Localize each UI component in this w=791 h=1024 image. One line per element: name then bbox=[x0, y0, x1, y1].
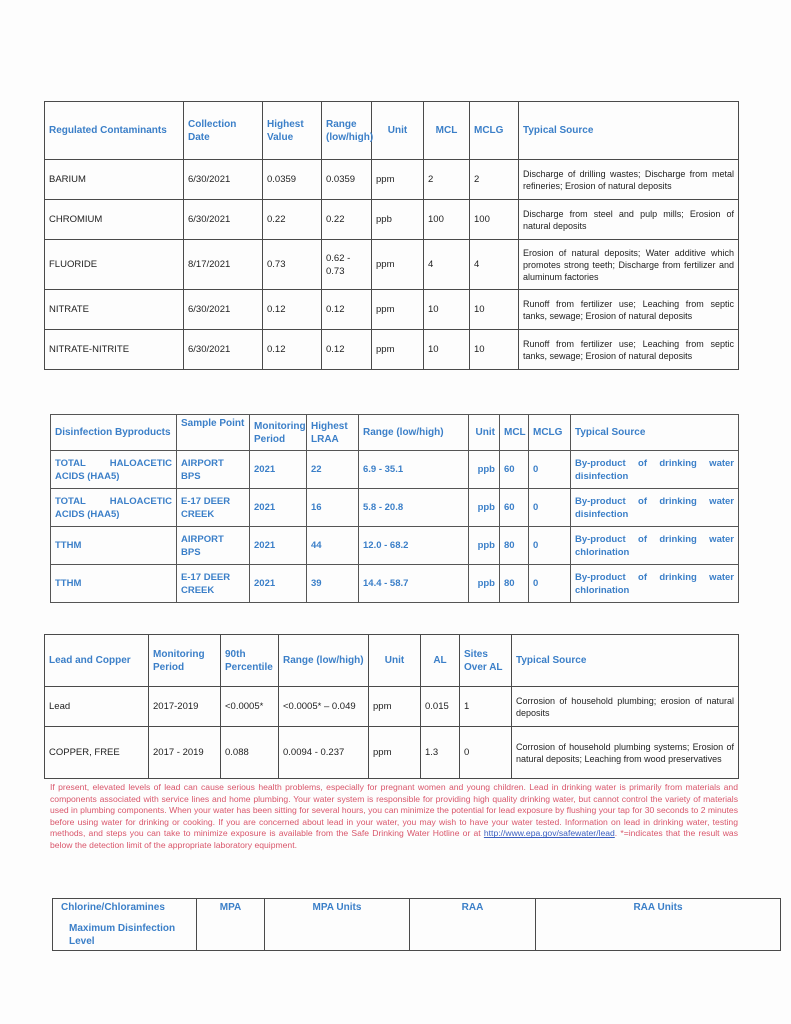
cell: Erosion of natural deposits; Water additive which promotes strong teeth; Discharge from fertilizer and aluminum factories bbox=[519, 240, 739, 290]
cell: 0 bbox=[529, 451, 571, 489]
cell: <0.0005* bbox=[221, 687, 279, 727]
col-header: MPA bbox=[197, 899, 265, 951]
cell: TTHM bbox=[51, 565, 177, 603]
cell: <0.0005* – 0.049 bbox=[279, 687, 369, 727]
table-header-row bbox=[45, 102, 739, 160]
cell: 0.0359 bbox=[322, 160, 372, 200]
table-row bbox=[45, 160, 739, 200]
cell: 80 bbox=[500, 527, 529, 565]
cell: E-17 DEER CREEK bbox=[177, 565, 250, 603]
cell: 12.0 - 68.2 bbox=[359, 527, 469, 565]
cell: ppm bbox=[369, 727, 421, 779]
cell: By-product of drinking water chlorination bbox=[571, 527, 739, 565]
cell: Lead bbox=[45, 687, 149, 727]
cell: 0.015 bbox=[421, 687, 460, 727]
cell: 10 bbox=[470, 290, 519, 330]
cell: ppm bbox=[372, 160, 424, 200]
cell: 4 bbox=[424, 240, 470, 290]
cell: 14.4 - 58.7 bbox=[359, 565, 469, 603]
table-row bbox=[45, 290, 739, 330]
cell: ppm bbox=[369, 687, 421, 727]
col-header: Highest LRAA bbox=[307, 415, 359, 451]
cell: 0 bbox=[529, 565, 571, 603]
cell: COPPER, FREE bbox=[45, 727, 149, 779]
col-header: MCLG bbox=[470, 102, 519, 160]
cell: Discharge from steel and pulp mills; Erosion of natural deposits bbox=[519, 200, 739, 240]
col-header: Sample Point bbox=[177, 415, 250, 451]
cell: 2021 bbox=[250, 489, 307, 527]
col-header: Sites Over AL bbox=[460, 635, 512, 687]
cell: 0.62 - 0.73 bbox=[322, 240, 372, 290]
cell: 0 bbox=[529, 489, 571, 527]
cell: 0.73 bbox=[263, 240, 322, 290]
lead-copper-table bbox=[44, 634, 739, 779]
table-row bbox=[45, 240, 739, 290]
cell: Discharge of drilling wastes; Discharge from metal refineries; Erosion of natural deposits bbox=[519, 160, 739, 200]
col-header: AL bbox=[421, 635, 460, 687]
col-header: Range (low/high) bbox=[359, 415, 469, 451]
disinfection-byproducts-table bbox=[50, 414, 739, 603]
col-header: MPA Units bbox=[265, 899, 410, 951]
cell: 6/30/2021 bbox=[184, 290, 263, 330]
table-row bbox=[51, 565, 739, 603]
epa-lead-link[interactable]: http://www.epa.gov/safewater/lead bbox=[483, 828, 615, 839]
table-row bbox=[45, 727, 739, 779]
cell: AIRPORT BPS bbox=[177, 451, 250, 489]
cell: 6/30/2021 bbox=[184, 200, 263, 240]
col-header: 90th Percentile bbox=[221, 635, 279, 687]
cell: Corrosion of household plumbing; erosion of natural deposits bbox=[512, 687, 739, 727]
regulated-contaminants-table bbox=[44, 101, 739, 370]
col-header: MCL bbox=[424, 102, 470, 160]
cell: 2017 - 2019 bbox=[149, 727, 221, 779]
cell: 80 bbox=[500, 565, 529, 603]
cell: By-product of drinking water disinfection bbox=[571, 489, 739, 527]
cell: Corrosion of household plumbing systems; Erosion of natural deposits; Leaching from wood preservatives bbox=[512, 727, 739, 779]
cell: 1 bbox=[460, 687, 512, 727]
table-row bbox=[45, 200, 739, 240]
cell: 0.22 bbox=[322, 200, 372, 240]
cell: 5.8 - 20.8 bbox=[359, 489, 469, 527]
max-disinfection-level-label: Maximum Disinfection Level bbox=[69, 923, 176, 947]
cell: 100 bbox=[470, 200, 519, 240]
cell: NITRATE-NITRITE bbox=[45, 330, 184, 370]
table-row bbox=[45, 330, 739, 370]
cell: ppb bbox=[469, 565, 500, 603]
note-text: If present, elevated levels of lead can cause serious health problems, especially for pregnant women and young children. Lead in drinking water is primarily from materials and components associated with service lines and home plumbing. Your water system is responsible for providing high quality drinking water, but cannot control the variety of materials used in plumbing components. When your water has been sitting for several hours, you can minimize the potential for lead exposure by flushing your tap for 30 seconds to 2 minutes before using water for drinking or cooking. If you are concerned about lead in your water, you may wish to have your water tested. Information on lead in drinking water, testing methods, and steps you can take to minimize exposure is available from the Safe Drinking Water Hotline or at bbox=[50, 782, 738, 839]
col-header: Disinfection Byproducts bbox=[51, 415, 177, 451]
cell: AIRPORT BPS bbox=[177, 527, 250, 565]
cell: 39 bbox=[307, 565, 359, 603]
col-header: Lead and Copper bbox=[45, 635, 149, 687]
cell: 0.0094 - 0.237 bbox=[279, 727, 369, 779]
col-header: Unit bbox=[372, 102, 424, 160]
col-header: MCLG bbox=[529, 415, 571, 451]
col-header: Range (low/high) bbox=[279, 635, 369, 687]
col-header: Unit bbox=[369, 635, 421, 687]
cell: 6/30/2021 bbox=[184, 330, 263, 370]
cell: 8/17/2021 bbox=[184, 240, 263, 290]
cell: 0.12 bbox=[263, 290, 322, 330]
cell: 2 bbox=[424, 160, 470, 200]
cell: Runoff from fertilizer use; Leaching from septic tanks, sewage; Erosion of natural deposits bbox=[519, 290, 739, 330]
cell: 0.12 bbox=[322, 290, 372, 330]
table-header-row bbox=[51, 415, 739, 451]
col-header: MCL bbox=[500, 415, 529, 451]
cell: 6/30/2021 bbox=[184, 160, 263, 200]
cell: Runoff from fertilizer use; Leaching from septic tanks, sewage; Erosion of natural deposits bbox=[519, 330, 739, 370]
lead-info-note bbox=[50, 782, 738, 852]
col-header: Typical Source bbox=[512, 635, 739, 687]
cell: 2021 bbox=[250, 527, 307, 565]
cell: FLUORIDE bbox=[45, 240, 184, 290]
cell: NITRATE bbox=[45, 290, 184, 330]
cell: By-product of drinking water chlorination bbox=[571, 565, 739, 603]
cell: 0.12 bbox=[322, 330, 372, 370]
col-header: Monitoring Period bbox=[149, 635, 221, 687]
chlorine-header-cell bbox=[53, 899, 197, 951]
col-header: Typical Source bbox=[571, 415, 739, 451]
cell: 60 bbox=[500, 489, 529, 527]
col-header: Range (low/high) bbox=[322, 102, 372, 160]
table-header-row bbox=[45, 635, 739, 687]
cell: ppb bbox=[469, 489, 500, 527]
col-header: Monitoring Period bbox=[250, 415, 307, 451]
cell: TOTAL HALOACETIC ACIDS (HAA5) bbox=[51, 489, 177, 527]
cell: 16 bbox=[307, 489, 359, 527]
col-header: Chlorine/Chloramines bbox=[61, 902, 165, 913]
col-header: Regulated Contaminants bbox=[45, 102, 184, 160]
cell: 6.9 - 35.1 bbox=[359, 451, 469, 489]
cell: 100 bbox=[424, 200, 470, 240]
cell: ppb bbox=[469, 451, 500, 489]
col-header: Highest Value bbox=[263, 102, 322, 160]
cell: TTHM bbox=[51, 527, 177, 565]
cell: ppm bbox=[372, 290, 424, 330]
cell: 22 bbox=[307, 451, 359, 489]
table-header-row bbox=[53, 899, 781, 951]
cell: 2 bbox=[470, 160, 519, 200]
col-header: Unit bbox=[469, 415, 500, 451]
cell: 0 bbox=[460, 727, 512, 779]
cell: BARIUM bbox=[45, 160, 184, 200]
cell: 0 bbox=[529, 527, 571, 565]
cell: 0.0359 bbox=[263, 160, 322, 200]
cell: E-17 DEER CREEK bbox=[177, 489, 250, 527]
cell: 10 bbox=[424, 290, 470, 330]
cell: 10 bbox=[424, 330, 470, 370]
col-header: Collection Date bbox=[184, 102, 263, 160]
cell: 10 bbox=[470, 330, 519, 370]
note-tail: . *=indicates that the result was below the detection limit of the appropriate laboratory equipment. bbox=[50, 828, 739, 850]
table-row bbox=[51, 489, 739, 527]
cell: 1.3 bbox=[421, 727, 460, 779]
cell: 2017-2019 bbox=[149, 687, 221, 727]
cell: By-product of drinking water disinfection bbox=[571, 451, 739, 489]
table-row bbox=[45, 687, 739, 727]
chlorine-table bbox=[52, 898, 781, 951]
table-row bbox=[51, 451, 739, 489]
col-header: RAA bbox=[410, 899, 536, 951]
cell: 0.088 bbox=[221, 727, 279, 779]
cell: 44 bbox=[307, 527, 359, 565]
cell: 4 bbox=[470, 240, 519, 290]
col-header: Typical Source bbox=[519, 102, 739, 160]
col-header: RAA Units bbox=[536, 899, 781, 951]
cell: ppm bbox=[372, 240, 424, 290]
cell: TOTAL HALOACETIC ACIDS (HAA5) bbox=[51, 451, 177, 489]
table-row bbox=[51, 527, 739, 565]
cell: 2021 bbox=[250, 451, 307, 489]
cell: ppb bbox=[469, 527, 500, 565]
cell: 60 bbox=[500, 451, 529, 489]
cell: 0.12 bbox=[263, 330, 322, 370]
cell: ppm bbox=[372, 330, 424, 370]
cell: 0.22 bbox=[263, 200, 322, 240]
cell: ppb bbox=[372, 200, 424, 240]
cell: 2021 bbox=[250, 565, 307, 603]
cell: CHROMIUM bbox=[45, 200, 184, 240]
